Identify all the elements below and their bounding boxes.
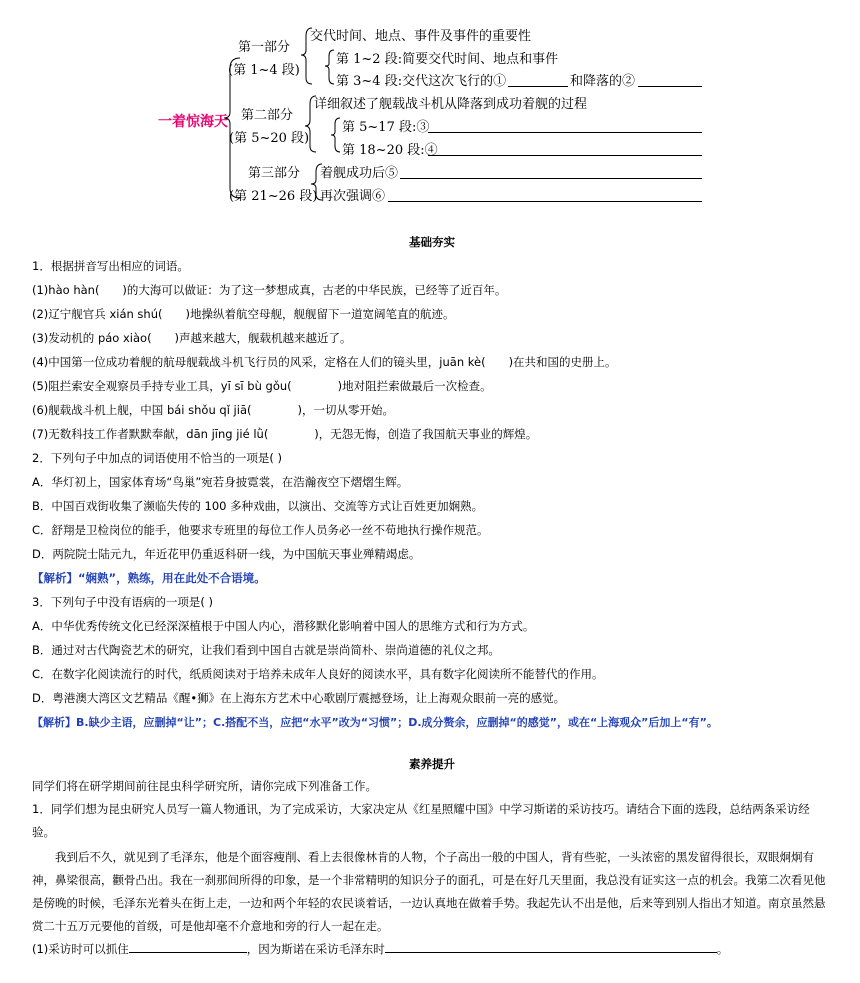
sub1-part-b: ，因为斯诺在采访毛泽东时 bbox=[246, 942, 385, 956]
blank-3 bbox=[428, 132, 702, 133]
reading-passage: 我到后不久，就见到了毛泽东，他是个面容瘦削、看上去很像林肯的人物，个子高出一般的中国人，背有些驼，一头浓密的黑发留得很长，双眼炯炯有神，鼻梁很高，颧骨凸出。我在一刹那间所得的印象，是一个非常精明的知识分子的面孔，可是在好几天里面，我总没有证实这一点的机会。我第二次看见他是傍晚的时候，毛泽东光着头在街上走，一边和两个年轻的农民谈着话，一边认真地在做着手势。我起先认不出是他，后来等到别人指出才知道。南京虽然悬赏二十五万元要他的首级，可是他却毫不介意地和旁的行人一起在走。 bbox=[32, 850, 826, 933]
part1-line3b: 和降落的② bbox=[570, 74, 636, 89]
q1-item-3: (3)发动机的 páo xiào( )声越来越大，舰载机越来越近了。 bbox=[32, 331, 352, 345]
part3-title: 第三部分 bbox=[248, 166, 301, 181]
q3-option-b: B．通过对古代陶瓷艺术的研究，让我们看到中国自古就是崇尚简朴、崇尚道德的礼仪之邦。 bbox=[32, 643, 500, 657]
part2-line3: 第 18~20 段:④ bbox=[342, 143, 438, 158]
question-3: 3．下列句子中没有语病的一项是( ) bbox=[32, 595, 213, 609]
q3-analysis: 【解析】B.缺少主语，应删掉“让”；C.搭配不当，应把“水平”改为“习惯”；D.成分赘余，应删掉“的感觉”，或在“上海观众”后加上“有”。 bbox=[32, 716, 718, 729]
q1-item-4: (4)中国第一位成功着舰的航母舰载战斗机飞行员的风采，定格在人们的镜头里，juān kè( )在共和国的史册上。 bbox=[32, 355, 617, 369]
blank-1 bbox=[508, 86, 568, 87]
q3-option-c: C．在数字化阅读流行的时代，纸质阅读对于培养未成年人良好的阅读水平，具有数字化阅读所不能替代的作用。 bbox=[32, 667, 604, 681]
diagram-root: 一着惊海天 bbox=[158, 114, 228, 130]
answer-blank-2[interactable] bbox=[385, 940, 717, 953]
part3-line1: 着舰成功后⑤ bbox=[320, 166, 399, 181]
sub1-part-c: 。 bbox=[716, 942, 729, 956]
q1-item-2: (2)辽宁舰官兵 xián shú( )地操纵着航空母舰，舰舰留下一道宽阔笔直的航迹。 bbox=[32, 307, 455, 321]
q3-option-d: D．粤港澳大湾区文艺精品《醒•狮》在上海东方艺术中心歌剧厅震撼登场，让上海观众眼前一亮的感觉。 bbox=[32, 691, 566, 705]
sub1-part-a: (1)采访时可以抓住 bbox=[32, 942, 129, 956]
q1-item-1: (1)hào hàn( )的大海可以做证：为了这一梦想成真，古老的中华民族，已经等了近百年。 bbox=[32, 283, 507, 297]
q2-analysis: 【解析】“娴熟”，熟练，用在此处不合语境。 bbox=[32, 571, 266, 585]
q2-option-d: D．两院院士陆元九，年近花甲仍重返科研一线，为中国航天事业殚精竭虑。 bbox=[32, 547, 421, 561]
blank-6 bbox=[388, 201, 702, 202]
part3-range: (第 21~26 段) bbox=[229, 189, 318, 204]
part1-summary: 交代时间、地点、事件及事件的重要性 bbox=[310, 29, 532, 44]
q1-item-7: (7)无数科技工作者默默奉献，dān jīng jié lǜ( )，无怨无悔，创造了我国航天事业的辉煌。 bbox=[32, 427, 538, 441]
q3-option-a: A．中华优秀传统文化已经深深植根于中国人内心，潜移默化影响着中国人的思维方式和行为方式。 bbox=[32, 619, 535, 633]
section-heading-advanced: 素养提升 bbox=[409, 757, 455, 771]
blank-2 bbox=[638, 86, 702, 87]
answer-blank-1[interactable] bbox=[129, 940, 247, 953]
sub-question-1 bbox=[32, 940, 728, 957]
part3-line2: 再次强调⑥ bbox=[320, 189, 386, 204]
part1-line2: 第 1~2 段:简要交代时间、地点和事件 bbox=[336, 52, 559, 67]
sec2-question-1: 1．同学们想为昆虫研究人员写一篇人物通讯，为了完成采访，大家决定从《红星照耀中国》中学习斯诺的采访技巧。请结合下面的选段，总结两条采访经验。 bbox=[32, 802, 810, 839]
q1-item-5: (5)阻拦索安全观察员手持专业工具，yī sī bù gǒu( )地对阻拦索做最后一次检查。 bbox=[32, 379, 492, 393]
question-1: 1．根据拼音写出相应的词语。 bbox=[32, 259, 189, 273]
section-heading-basic: 基础夯实 bbox=[409, 235, 455, 249]
q2-option-a: A．华灯初上，国家体育场“鸟巢”宛若身披霓裳，在浩瀚夜空下熠熠生辉。 bbox=[32, 475, 409, 489]
blank-5 bbox=[400, 178, 702, 179]
question-2: 2．下列句子中加点的词语使用不恰当的一项是( ) bbox=[32, 451, 282, 465]
q1-item-6: (6)舰载战斗机上舰，中国 bái shǒu qǐ jiā( )，一切从零开始。 bbox=[32, 403, 394, 417]
part1-range: (第 1~4 段) bbox=[228, 63, 300, 78]
q2-option-c: C．舒翔是卫检岗位的能手，他要求专班里的每位工作人员务必一丝不苟地执行操作规范。 bbox=[32, 523, 489, 537]
part2-title: 第二部分 bbox=[241, 108, 294, 123]
part1-line3a: 第 3~4 段:交代这次飞行的① bbox=[336, 74, 507, 89]
part2-line2: 第 5~17 段:③ bbox=[342, 120, 430, 135]
sec2-intro: 同学们将在研学期间前往昆虫科学研究所，请你完成下列准备工作。 bbox=[32, 779, 377, 793]
q2-option-b: B．中国百戏街收集了濒临失传的 100 多种戏曲，以演出、交流等方式让百姓更加娴熟。 bbox=[32, 499, 484, 513]
part1-title: 第一部分 bbox=[238, 40, 291, 55]
part2-range: (第 5~20 段) bbox=[229, 131, 310, 146]
blank-4 bbox=[428, 155, 702, 156]
part2-summary: 详细叙述了舰载战斗机从降落到成功着舰的过程 bbox=[314, 97, 588, 112]
